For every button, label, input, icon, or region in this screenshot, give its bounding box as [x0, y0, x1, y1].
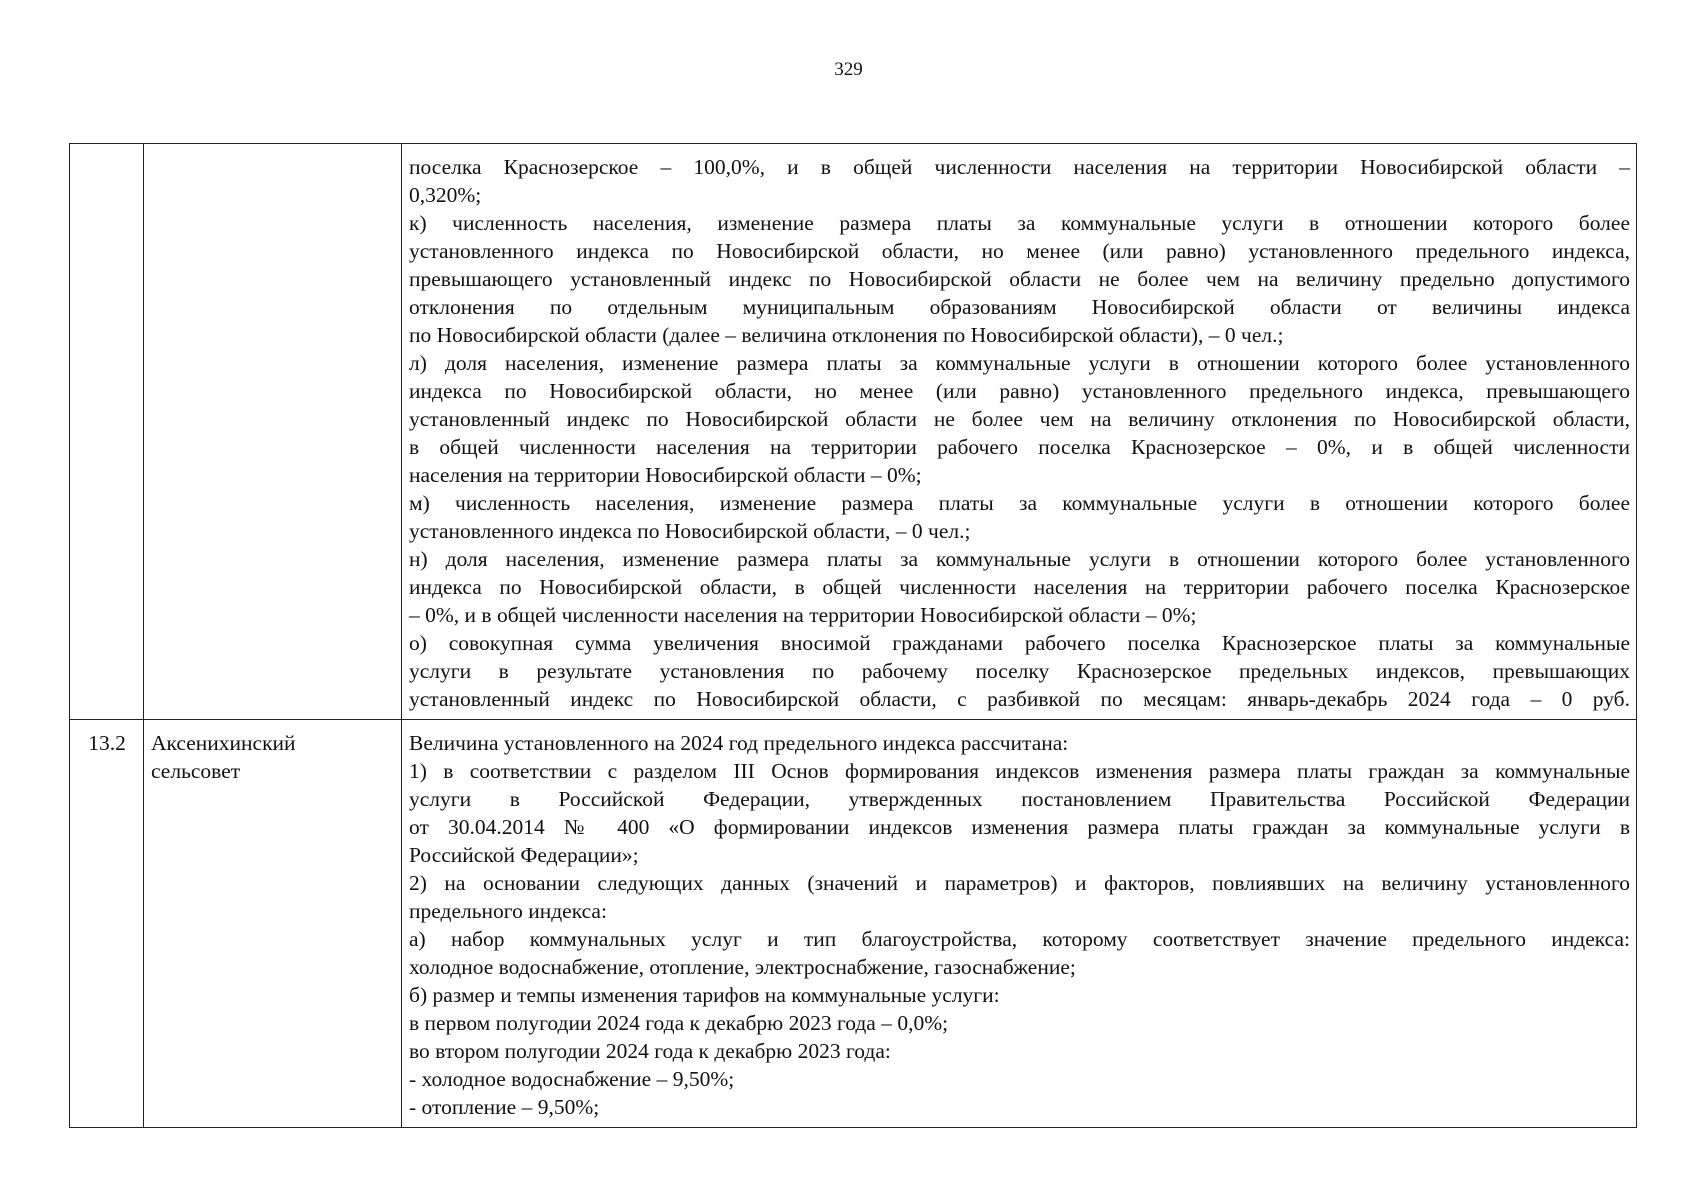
- row-number-cell: [70, 144, 144, 720]
- text-line: в первом полугодии 2024 года к декабрю 2023 года – 0,0%;: [409, 1011, 949, 1035]
- text-line: в общей численности населения на территории рабочего поселка Краснозерское – 0%, и в общей численности: [409, 435, 1630, 459]
- text-line: услуги в Российской Федерации, утвержденных постановлением Правительства Российской Федерации: [409, 787, 1630, 811]
- row-number-cell: 13.2: [70, 720, 144, 1128]
- text-line: - холодное водоснабжение – 9,50%;: [409, 1067, 735, 1091]
- text-line: о) совокупная сумма увеличения вносимой гражданами рабочего поселка Краснозерское платы за коммунальные: [409, 631, 1630, 655]
- text-line: Величина установленного на 2024 год предельного индекса рассчитана:: [409, 731, 1069, 755]
- text-line: л) доля населения, изменение размера платы за коммунальные услуги в отношении которого более установленного: [409, 351, 1630, 375]
- municipality-name-cell: [144, 720, 402, 1128]
- text-line: - отопление – 9,50%;: [409, 1095, 600, 1119]
- text-line: установленного индекса по Новосибирской области, но менее (или равно) установленного предельного индекса,: [409, 239, 1630, 263]
- text-line: 1) в соответствии с разделом III Основ формирования индексов изменения размера платы граждан за коммунальные: [409, 759, 1630, 783]
- text-line: предельного индекса:: [409, 899, 607, 923]
- text-line: 2) на основании следующих данных (значений и параметров) и факторов, повлиявших на величину установленного: [409, 871, 1630, 895]
- description-cell: [402, 720, 1637, 1128]
- page-number: 329: [834, 59, 863, 80]
- text-line: установленного индекса по Новосибирской области, – 0 чел.;: [409, 519, 971, 543]
- municipality-name-line: сельсовет: [151, 759, 241, 783]
- text-line: услуги в результате установления по рабочему поселку Краснозерское предельных индексов, превышающих: [409, 659, 1630, 683]
- text-line: б) размер и темпы изменения тарифов на коммунальные услуги:: [409, 983, 1000, 1007]
- text-line: н) доля населения, изменение размера платы за коммунальные услуги в отношении которого более установленного: [409, 547, 1630, 571]
- municipality-name-line: Аксенихинский: [151, 731, 296, 755]
- text-line: холодное водоснабжение, отопление, электроснабжение, газоснабжение;: [409, 955, 1076, 979]
- text-line: к) численность населения, изменение размера платы за коммунальные услуги в отношении которого более: [409, 211, 1630, 235]
- table-row: [70, 720, 1637, 1128]
- text-line: индекса по Новосибирской области, в общей численности населения на территории рабочего поселка Краснозерское: [409, 575, 1630, 599]
- text-line: установленный индекс по Новосибирской области не более чем на величину отклонения по Новосибирской области,: [409, 407, 1630, 431]
- table-row: [70, 144, 1637, 720]
- text-line: м) численность населения, изменение размера платы за коммунальные услуги в отношении которого более: [409, 491, 1630, 515]
- document-table: [69, 143, 1637, 1128]
- text-line: населения на территории Новосибирской области – 0%;: [409, 463, 922, 487]
- text-line: поселка Краснозерское – 100,0%, и в общей численности населения на территории Новосибирской области –: [409, 155, 1630, 179]
- text-line: от 30.04.2014 № 400 «О формировании индексов изменения размера платы граждан за коммунальные услуги в: [409, 815, 1630, 839]
- text-line: 0,320%;: [409, 183, 482, 207]
- text-line: превышающего установленный индекс по Новосибирской области не более чем на величину предельно допустимого: [409, 267, 1630, 291]
- text-line: индекса по Новосибирской области, но менее (или равно) установленного предельного индекса, превышающего: [409, 379, 1630, 403]
- text-line: по Новосибирской области (далее – величина отклонения по Новосибирской области), – 0 чел.;: [409, 323, 1284, 347]
- text-line: во втором полугодии 2024 года к декабрю 2023 года:: [409, 1039, 891, 1063]
- text-line: – 0%, и в общей численности населения на территории Новосибирской области – 0%;: [409, 603, 1197, 627]
- text-line: Российской Федерации»;: [409, 843, 639, 867]
- description-cell: [402, 144, 1637, 720]
- municipality-name-cell: [144, 144, 402, 720]
- text-line: а) набор коммунальных услуг и тип благоустройства, которому соответствует значение предельного индекса:: [409, 927, 1630, 951]
- text-line: отклонения по отдельным муниципальным образованиям Новосибирской области от величины индекса: [409, 295, 1630, 319]
- text-line: установленный индекс по Новосибирской области, с разбивкой по месяцам: январь-декабрь 2024 года – 0 руб.: [409, 687, 1630, 711]
